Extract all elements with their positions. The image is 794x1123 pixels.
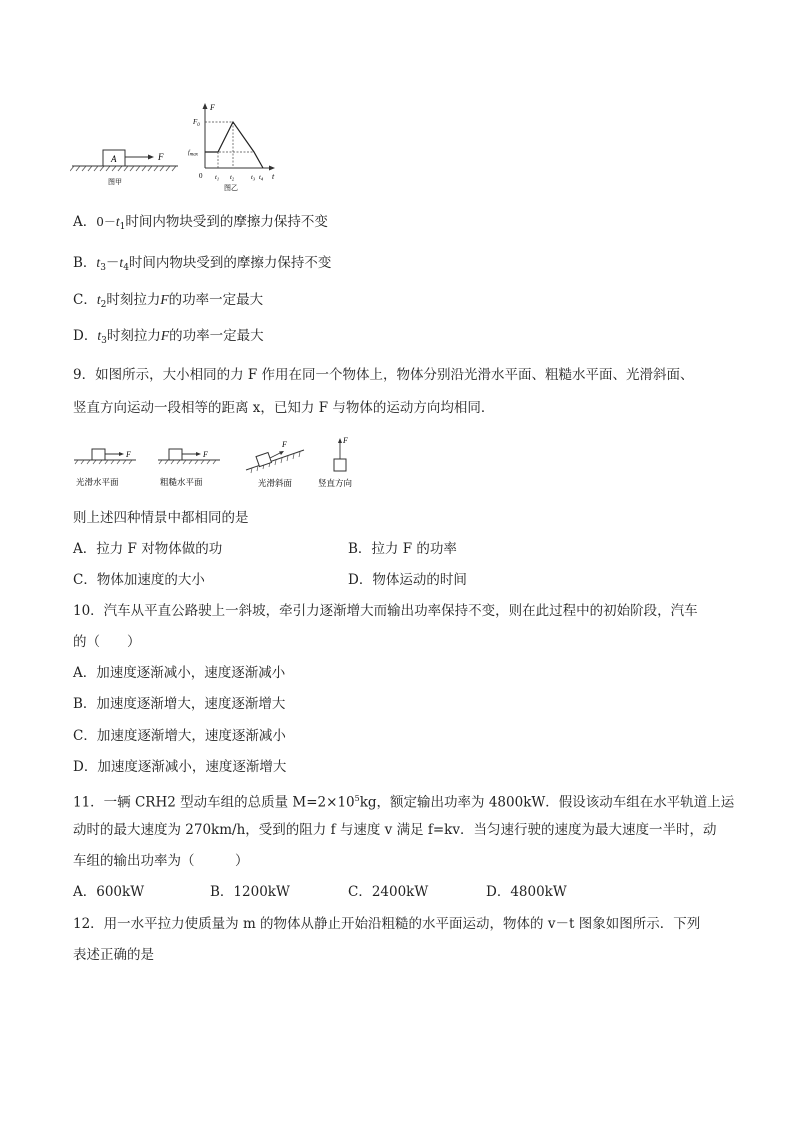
- q9-force-1: F: [126, 450, 131, 459]
- q8-option-a: A．$0-t_1$时间内物块受到的摩擦力保持不变: [73, 214, 328, 232]
- y-tick-fmax: f: [188, 150, 190, 156]
- q11-option-c: C．2400kW: [348, 884, 429, 900]
- q11-line-2: 动时的最大速度为 270km/h，受到的阻力 f 与速度 v 满足 f=kv．当匀速行驶的速度为最大速度一半时，动: [73, 822, 717, 838]
- q9-caption-3: 光滑斜面: [258, 478, 293, 488]
- q8-option-d: D．$t_3$时刻拉力F的功率一定最大: [73, 328, 264, 346]
- figure-8a-caption: 图甲: [108, 178, 122, 186]
- q9-line-2: 竖直方向运动一段相等的距离 x，已知力 F 与物体的运动方向均相同．: [73, 400, 495, 416]
- q9-caption-4: 竖直方向: [318, 478, 353, 488]
- q10-option-a: A．加速度逐渐减小，速度逐渐减小: [73, 665, 286, 681]
- svg-text:t3: $t_3$: [251, 174, 256, 182]
- q10-line-2: 的（ ）: [73, 634, 141, 650]
- x-tick-t3: t: [251, 174, 253, 181]
- q12-line-1: 12．用一水平拉力使质量为 m 的物体从静止开始沿粗糙的水平面运动，物体的 v－t 图象如图所示．下列: [73, 916, 701, 932]
- q9-figure-vertical: [318, 436, 353, 488]
- q9-figures: [70, 432, 370, 490]
- figure-8a: [70, 140, 180, 190]
- y-tick-f0: F: [193, 118, 198, 126]
- q9-question: 则上述四种情景中都相同的是: [73, 510, 249, 526]
- x-tick-t4: t: [259, 174, 261, 181]
- y-tick-f0-sub: 0: [197, 123, 200, 128]
- q11-line-3: 车组的输出功率为（ ）: [73, 853, 249, 869]
- q10-option-d: D．加速度逐渐减小，速度逐渐增大: [73, 759, 287, 775]
- q9-option-d: D．物体运动的时间: [348, 572, 467, 588]
- y-tick-fmax-sub: max: [189, 152, 199, 158]
- q9-caption-1: 光滑水平面: [76, 477, 119, 487]
- f-t-curve: [205, 122, 263, 168]
- svg-text:t4: $t_4$: [259, 174, 264, 182]
- q9-option-a: A．拉力 F 对物体做的功: [73, 541, 223, 557]
- q9-force-3: F: [282, 440, 287, 449]
- q9-option-b: B．拉力 F 的功率: [348, 541, 457, 557]
- q9-figure-rough: [158, 449, 220, 487]
- q11-option-b: B．1200kW: [210, 884, 290, 900]
- y-axis-label: F: [210, 103, 215, 112]
- q9-option-c: C．物体加速度的大小: [73, 572, 205, 588]
- q10-option-c: C．加速度逐渐增大，速度逐渐减小: [73, 728, 286, 744]
- q11-option-a: A．600kW: [73, 884, 145, 900]
- q8-option-c: C．$t_2$时刻拉力F的功率一定最大: [73, 292, 264, 310]
- origin-label: 0: [199, 172, 203, 180]
- block-a-label: A: [111, 154, 117, 164]
- figure-8b: [188, 100, 288, 192]
- q8-option-b: B．$t_3-t_4$时间内物块受到的摩擦力保持不变: [73, 255, 332, 273]
- q11-option-d: D．4800kW: [486, 884, 567, 900]
- x-axis-label: t: [272, 172, 275, 181]
- q9-force-4: F: [343, 436, 348, 445]
- figure-8b-caption: 图乙: [224, 184, 238, 192]
- svg-text:F0: [192, 118, 200, 128]
- q10-line-1: 10．汽车从平直公路驶上一斜坡，牵引力逐渐增大而输出功率保持不变，则在此过程中的初始阶段，汽车: [73, 603, 698, 619]
- q11-line-1: 11．一辆 CRH2 型动车组的总质量 $M=2\times 10^5kg$，额定输出功率为 4800kW．假设该动车组在水平轨道上运: [73, 794, 735, 811]
- x-tick-t2: t: [230, 174, 232, 181]
- q9-figure-incline: [246, 440, 304, 488]
- svg-text:t1: $t_1$: [215, 174, 220, 182]
- svg-text:t2: $t_2$: [230, 174, 235, 182]
- q12-line-2: 表述正确的是: [73, 947, 154, 963]
- q9-caption-2: 粗糙水平面: [160, 477, 203, 487]
- x-tick-t1: t: [215, 174, 217, 181]
- q9-force-2: F: [203, 450, 208, 459]
- force-label: F: [158, 152, 164, 162]
- q9-line-1: 9．如图所示，大小相同的力 F 作用在同一个物体上，物体分别沿光滑水平面、粗糙水平面、光滑斜面、: [73, 367, 694, 383]
- q9-figure-smooth: [74, 449, 136, 487]
- svg-text:fmax: [188, 149, 199, 158]
- q10-option-b: B．加速度逐渐增大，速度逐渐增大: [73, 696, 286, 712]
